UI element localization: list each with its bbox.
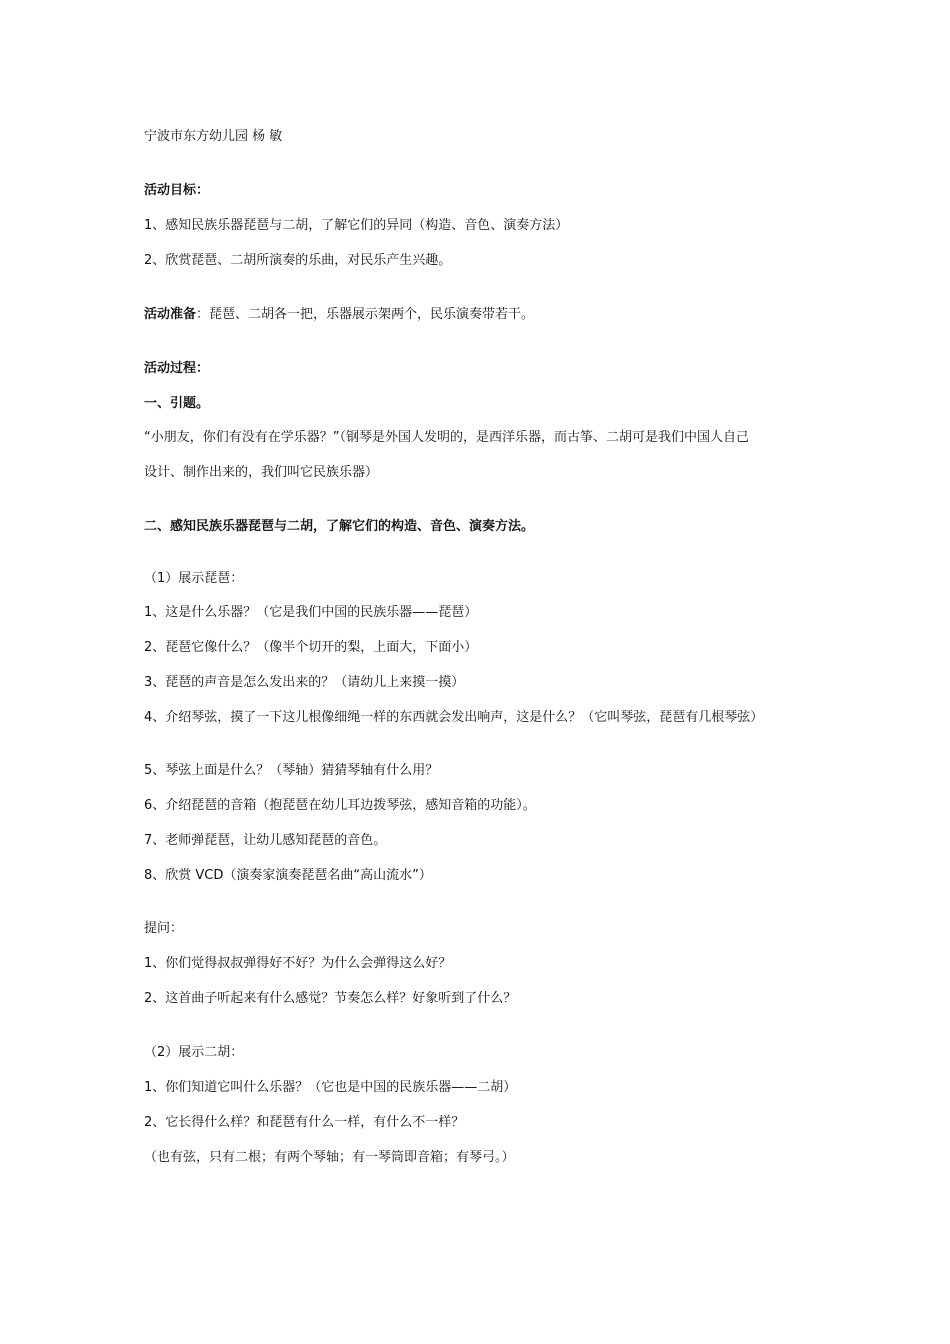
pipa-item-2: 2、琵琶它像什么？（像半个切开的梨，上面大，下面小）	[144, 640, 478, 655]
preparation-label: 活动准备	[144, 307, 197, 322]
pipa-item-8: 8、欣赏 VCD（演奏家演奏琵琶名曲“高山流水”）	[144, 868, 432, 883]
erhu-item-2: 2、它长得什么样？和琵琶有什么一样，有什么不一样？	[144, 1115, 465, 1130]
pipa-title: （1）展示琵琶：	[144, 571, 244, 586]
erhu-title: （2）展示二胡：	[144, 1045, 244, 1060]
question-item-2: 2、这首曲子听起来有什么感觉？节奏怎么样？好象听到了什么？	[144, 991, 517, 1006]
pipa-item-7: 7、老师弹琵琶，让幼儿感知琵琶的音色。	[144, 833, 387, 848]
preparation-text: ：琵琶、二胡各一把，乐器展示架两个，民乐演奏带若干。	[196, 307, 535, 322]
erhu-item-3: （也有弦，只有二根；有两个琴轴；有一琴筒即音箱；有琴弓。）	[144, 1150, 515, 1165]
part2-title: 二、感知民族乐器琵琶与二胡，了解它们的构造、音色、演奏方法。	[144, 519, 535, 534]
question-item-1: 1、你们觉得叔叔弹得好不好？为什么会弹得这么好？	[144, 956, 452, 971]
goal-item-2: 2、欣赏琵琶、二胡所演奏的乐曲，对民乐产生兴趣。	[144, 253, 452, 268]
pipa-item-4: 4、介绍琴弦，摸了一下这儿根像细绳一样的东西就会发出响声，这是什么？（它叫琴弦，琵琶有几根琴弦）	[144, 710, 764, 725]
pipa-item-3: 3、琵琶的声音是怎么发出来的？（请幼儿上来摸一摸）	[144, 675, 465, 690]
erhu-item-1: 1、你们知道它叫什么乐器？（它也是中国的民族乐器——二胡）	[144, 1080, 517, 1095]
preparation-line	[144, 306, 534, 324]
pipa-item-6: 6、介绍琵琶的音箱（抱琵琶在幼儿耳边拨琴弦，感知音箱的功能）。	[144, 798, 536, 813]
part1-title: 一、引题。	[144, 396, 210, 411]
pipa-item-5: 5、琴弦上面是什么？（琴轴）猜猜琴轴有什么用？	[144, 763, 439, 778]
process-heading: 活动过程：	[144, 361, 210, 376]
goal-item-1: 1、感知民族乐器琵琶与二胡，了解它们的异同（构造、音色、演奏方法）	[144, 218, 569, 233]
part1-line-2: 设计、制作出来的，我们叫它民族乐器）	[144, 465, 379, 480]
goals-heading: 活动目标：	[144, 183, 210, 198]
pipa-item-1: 1、这是什么乐器？（它是我们中国的民族乐器——琵琶）	[144, 605, 478, 620]
author-line: 宁波市东方幼儿园 杨 敏	[144, 129, 283, 144]
questions-title: 提问：	[144, 921, 184, 936]
part1-line-1: “小朋友，你们有没有在学乐器？”（钢琴是外国人发明的，是西洋乐器，而古筝、二胡可是我们中国人自己	[144, 430, 749, 445]
